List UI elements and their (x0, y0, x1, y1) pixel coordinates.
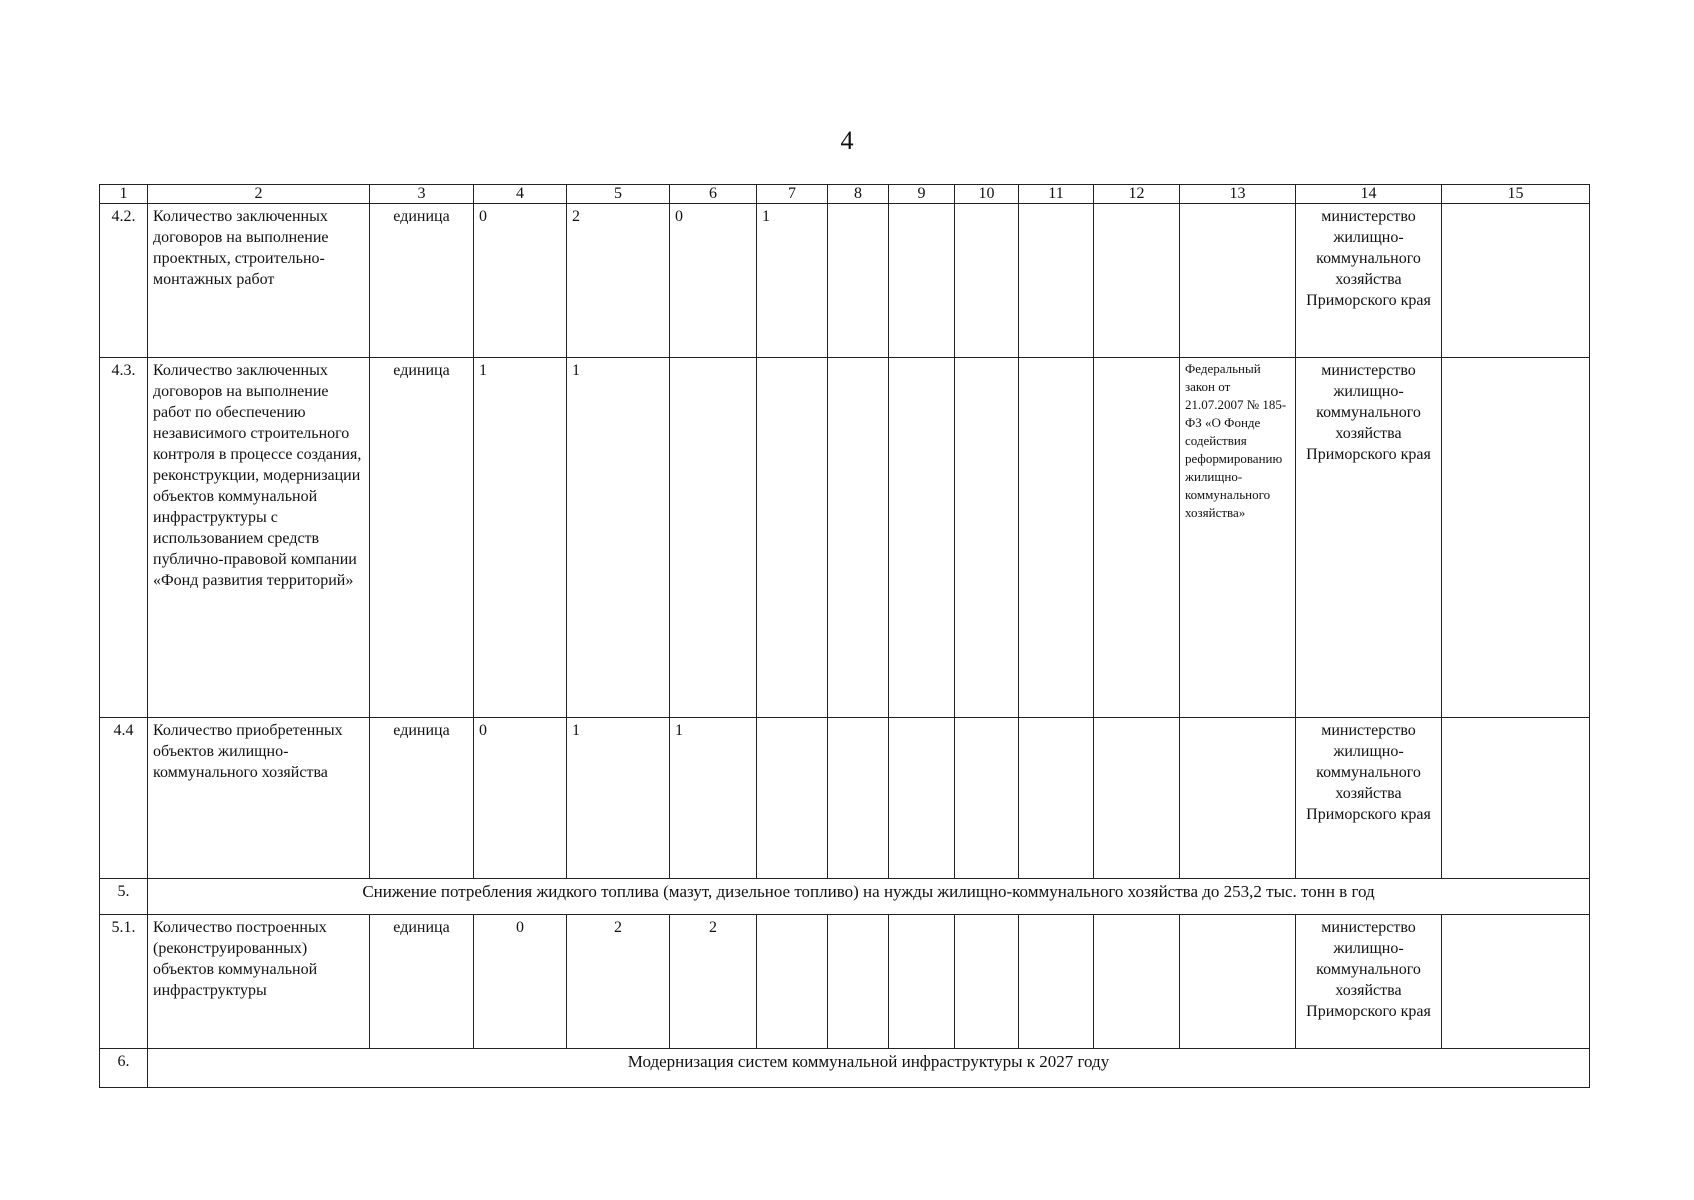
column-header: 13 (1180, 185, 1296, 204)
value-cell (889, 718, 955, 879)
unit-cell: единица (370, 915, 474, 1049)
column-header: 8 (828, 185, 889, 204)
responsible-cell: министерство жилищно-коммунального хозяйства Приморского края (1296, 358, 1442, 718)
page-number: 4 (840, 126, 854, 155)
responsible-cell: министерство жилищно-коммунального хозяйства Приморского края (1296, 915, 1442, 1049)
table-row (100, 718, 1590, 879)
indicators-table (99, 184, 1590, 1088)
responsible-cell: министерство жилищно-коммунального хозяйства Приморского края (1296, 718, 1442, 879)
legal-basis-cell: Федеральный закон от 21.07.2007 № 185-ФЗ «О Фонде содействия реформированию жилищно-коммунального хозяйства» (1180, 358, 1296, 718)
value-cell (828, 915, 889, 1049)
table-row (100, 204, 1590, 358)
value-cell (955, 718, 1019, 879)
section-number: 5. (100, 879, 148, 915)
column-header: 14 (1296, 185, 1442, 204)
section-row (100, 1049, 1590, 1088)
value-cell: 1 (670, 718, 757, 879)
value-cell (1094, 358, 1180, 718)
unit-cell: единица (370, 358, 474, 718)
indicator-name: Количество заключенных договоров на выполнение работ по обеспечению независимого строительного контроля в процессе создания, реконструкции, модернизации объектов коммунальной инфраструктуры с использованием средств публично-правовой компании «Фонд развития территорий» (148, 358, 370, 718)
value-cell (889, 204, 955, 358)
column-header: 5 (567, 185, 670, 204)
value-cell (828, 204, 889, 358)
value-cell (955, 915, 1019, 1049)
column-header: 10 (955, 185, 1019, 204)
value-cell (1019, 358, 1094, 718)
indicator-name: Количество заключенных договоров на выполнение проектных, строительно-монтажных работ (148, 204, 370, 358)
legal-basis-cell (1180, 718, 1296, 879)
value-cell: 2 (567, 915, 670, 1049)
value-cell (757, 718, 828, 879)
column-header: 4 (474, 185, 567, 204)
value-cell (1019, 915, 1094, 1049)
value-cell (955, 358, 1019, 718)
value-cell (1019, 204, 1094, 358)
value-cell: 0 (670, 204, 757, 358)
value-cell (1094, 718, 1180, 879)
row-number: 4.2. (100, 204, 148, 358)
column-header: 15 (1442, 185, 1590, 204)
responsible-cell: министерство жилищно-коммунального хозяйства Приморского края (1296, 204, 1442, 358)
value-cell: 2 (567, 204, 670, 358)
column-header: 12 (1094, 185, 1180, 204)
value-cell (757, 915, 828, 1049)
unit-cell: единица (370, 718, 474, 879)
table-row (100, 915, 1590, 1049)
indicator-name: Количество приобретенных объектов жилищно-коммунального хозяйства (148, 718, 370, 879)
value-cell (828, 718, 889, 879)
column-header: 6 (670, 185, 757, 204)
value-cell: 0 (474, 915, 567, 1049)
column-header: 7 (757, 185, 828, 204)
value-cell (889, 358, 955, 718)
row-number: 5.1. (100, 915, 148, 1049)
value-cell: 0 (474, 204, 567, 358)
value-cell: 2 (670, 915, 757, 1049)
value-cell: 0 (474, 718, 567, 879)
column-15-cell (1442, 358, 1590, 718)
value-cell (757, 358, 828, 718)
value-cell: 1 (757, 204, 828, 358)
column-header: 1 (100, 185, 148, 204)
column-header: 3 (370, 185, 474, 204)
column-15-cell (1442, 718, 1590, 879)
column-header: 11 (1019, 185, 1094, 204)
value-cell (1094, 915, 1180, 1049)
row-number: 4.3. (100, 358, 148, 718)
indicator-name: Количество построенных (реконструированных) объектов коммунальной инфраструктуры (148, 915, 370, 1049)
section-title: Модернизация систем коммунальной инфраструктуры к 2027 году (148, 1049, 1590, 1088)
value-cell (955, 204, 1019, 358)
section-row (100, 879, 1590, 915)
value-cell (828, 358, 889, 718)
column-15-cell (1442, 204, 1590, 358)
value-cell (1019, 718, 1094, 879)
value-cell: 1 (567, 358, 670, 718)
section-number: 6. (100, 1049, 148, 1088)
value-cell (889, 915, 955, 1049)
row-number: 4.4 (100, 718, 148, 879)
column-15-cell (1442, 915, 1590, 1049)
value-cell: 1 (567, 718, 670, 879)
unit-cell: единица (370, 204, 474, 358)
section-title: Снижение потребления жидкого топлива (мазут, дизельное топливо) на нужды жилищно-коммунального хозяйства до 253,2 тыс. тонн в год (148, 879, 1590, 915)
legal-basis-cell (1180, 204, 1296, 358)
value-cell (1094, 204, 1180, 358)
column-header-row (100, 185, 1590, 204)
table-row (100, 358, 1590, 718)
column-header: 9 (889, 185, 955, 204)
column-header: 2 (148, 185, 370, 204)
legal-basis-cell (1180, 915, 1296, 1049)
value-cell (670, 358, 757, 718)
value-cell: 1 (474, 358, 567, 718)
